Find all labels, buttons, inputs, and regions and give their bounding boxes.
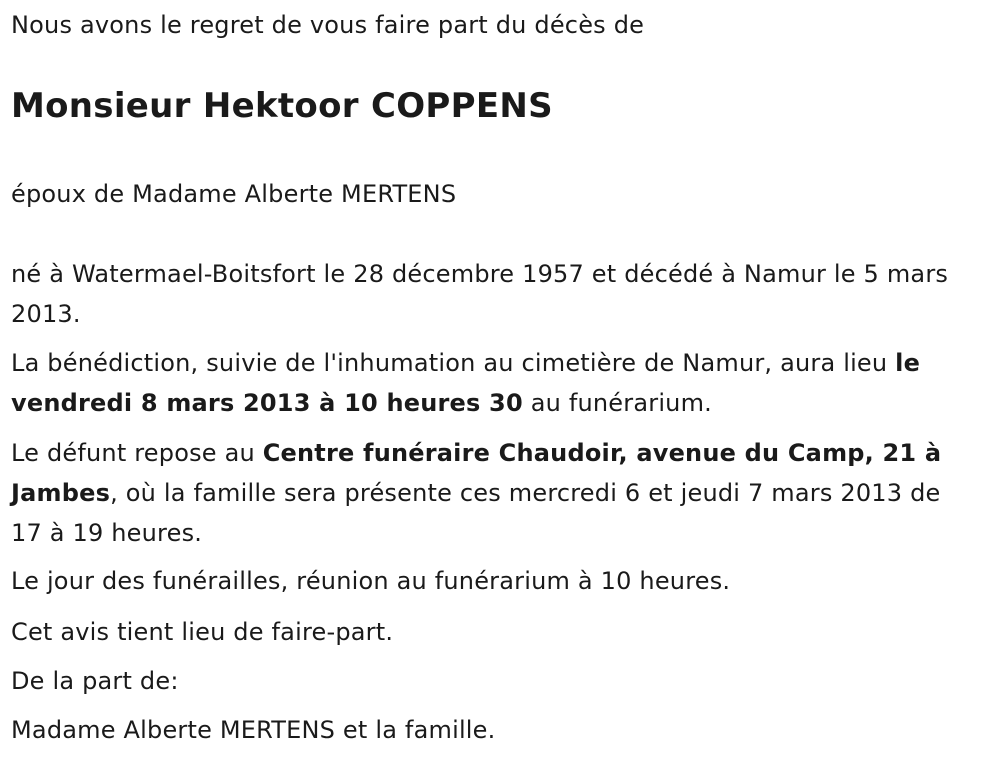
spouse-text: époux de Madame Alberte MERTENS (11, 180, 457, 208)
birth-death-text: né à Watermael-Boitsfort le 28 décembre 1957 et décédé à Namur le 5 mars 2013. (11, 260, 949, 328)
intro-text: Nous avons le regret de vous faire part du décès de (11, 11, 645, 39)
ceremony-text-after: au funérarium. (522, 389, 712, 417)
repose-location: Centre funéraire Chaudoir, avenue du Camp, 21 à Jambes (11, 439, 942, 507)
deceased-name: Monsieur Hektoor COPPENS (11, 86, 553, 126)
ceremony-text-before: La bénédiction, suivie de l'inhumation au cimetière de Namur, aura lieu (11, 349, 896, 377)
repose-paragraph (11, 433, 971, 553)
meeting-text: Le jour des funérailles, réunion au funérarium à 10 heures. (11, 567, 731, 595)
from-label: De la part de: (11, 667, 179, 695)
repose-text-before: Le défunt repose au (11, 439, 263, 467)
notice-text: Cet avis tient lieu de faire-part. (11, 618, 394, 646)
ceremony-paragraph (11, 343, 971, 423)
repose-text-after: , où la famille sera présente ces mercredi 6 et jeudi 7 mars 2013 de 17 à 19 heures. (11, 479, 941, 547)
from-text: Madame Alberte MERTENS et la famille. (11, 716, 496, 744)
ceremony-date: le vendredi 8 mars 2013 à 10 heures 30 (11, 349, 921, 417)
